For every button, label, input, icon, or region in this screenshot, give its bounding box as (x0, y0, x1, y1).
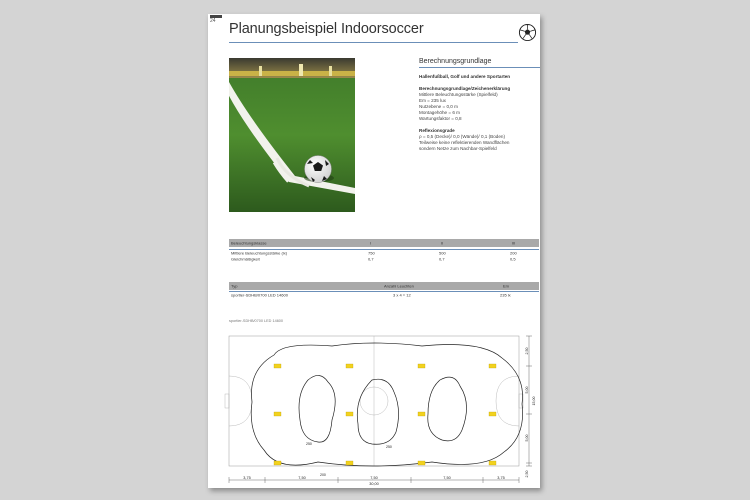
luminaire (418, 412, 425, 416)
fixture-header-cell: Em (503, 283, 509, 289)
luminaire (418, 461, 425, 465)
calculation-basis (419, 58, 540, 152)
luminaire (346, 364, 353, 368)
pitch-photo (229, 58, 355, 212)
soccer-ball-icon (518, 23, 537, 42)
document-page (208, 14, 540, 488)
table-cell: Mittlere Beleuchtungsstärke (lx) (231, 250, 288, 256)
dimension-label: 3,75 (243, 476, 251, 480)
basis-line: Wartungsfaktor = 0,8 (419, 116, 462, 121)
class-header-cell: III (512, 240, 516, 246)
dimension-label: 7,50 (298, 476, 306, 480)
table-cell: 0,5 (510, 256, 516, 262)
basis-line: Nutzebene = 0,0 m (419, 104, 458, 109)
table-cell: 3 x 4 = 12 (393, 292, 411, 298)
dimension-total: 15,00 (532, 396, 536, 406)
calculation-basis-heading: Berechnungsgrundlage (419, 58, 540, 68)
luminaire (346, 461, 353, 465)
table-row (229, 292, 539, 298)
table-row (229, 256, 539, 262)
reflection-line: Teilweise keine reflektierenden Wandflächen (419, 140, 510, 145)
luminaire (346, 412, 353, 416)
dimension-label: 5,00 (525, 386, 529, 394)
fixture-table-header (229, 282, 539, 290)
dimension-label: 3,75 (497, 476, 505, 480)
table-cell: 0,7 (368, 256, 374, 262)
reflection-line: ρ = 0,5 (Decke)/ 0,0 (Wände)/ 0,1 (Boden) (419, 134, 505, 139)
class-table-header (229, 239, 539, 247)
dimension-label: 2,50 (525, 347, 529, 355)
luminaire (418, 364, 425, 368)
isolux-contour-inner (299, 375, 335, 442)
reflection-title: Reflexionsgrade (419, 128, 455, 133)
luminaire (274, 412, 281, 416)
page-number: 24 (210, 18, 216, 24)
luminaire (489, 364, 496, 368)
luminaire-grid (274, 364, 496, 465)
dimension-label: 7,50 (443, 476, 451, 480)
dimension-label: 5,00 (525, 434, 529, 442)
table-cell: 500 (439, 250, 446, 256)
fixture-header-cell: Typ (231, 283, 238, 289)
lighting-plan (222, 324, 538, 486)
isolux-contour-inner (428, 377, 467, 441)
basis-line: Mittlere Beleuchtungsstärke (Spielfeld) (419, 92, 498, 97)
basis-line: Em = 235 lux (419, 98, 446, 103)
table-cell: 200 (510, 250, 517, 256)
dimension-total: 30,00 (369, 482, 379, 486)
table-cell: 235 lx (500, 292, 511, 298)
class-header-cell: II (441, 240, 444, 246)
luminaire (489, 412, 496, 416)
plan-caption: sportler-SDHB/0700 LED 14600 (229, 319, 284, 323)
basis-line: Montagehöhe = 6 m (419, 110, 460, 115)
contour-label: 200 (320, 473, 326, 477)
fixture-header-cell: Anzahl Leuchten (384, 283, 414, 289)
reflection-line: sondern Netze zum Nachbar-Spielfeld (419, 146, 497, 151)
table-cell: Gleichmäßigkeit (231, 256, 260, 262)
isolux-contour-inner (357, 379, 398, 444)
luminaire (489, 461, 496, 465)
dimension-label: 2,50 (525, 470, 529, 478)
dimension-label: 7,50 (370, 476, 378, 480)
contour-label: 250 (306, 442, 312, 446)
table-cell: sportler-SDHB/0700 LED 14600 (231, 292, 288, 298)
class-header-cell: Beleuchtungsklasse (231, 240, 267, 246)
page-title: Planungsbeispiel Indoorsoccer (229, 21, 424, 37)
luminaire (274, 461, 281, 465)
application-text: Hallenfußball, Golf und andere Sportarten (419, 74, 511, 79)
class-header-cell: I (370, 240, 372, 246)
contour-label: 250 (386, 445, 392, 449)
table-cell: 750 (368, 250, 375, 256)
title-rule (229, 42, 518, 43)
luminaire (274, 364, 281, 368)
table-cell: 0,7 (439, 256, 445, 262)
basis-title: Berechnungsgrundlage/Zeichenerklärung (419, 86, 511, 91)
